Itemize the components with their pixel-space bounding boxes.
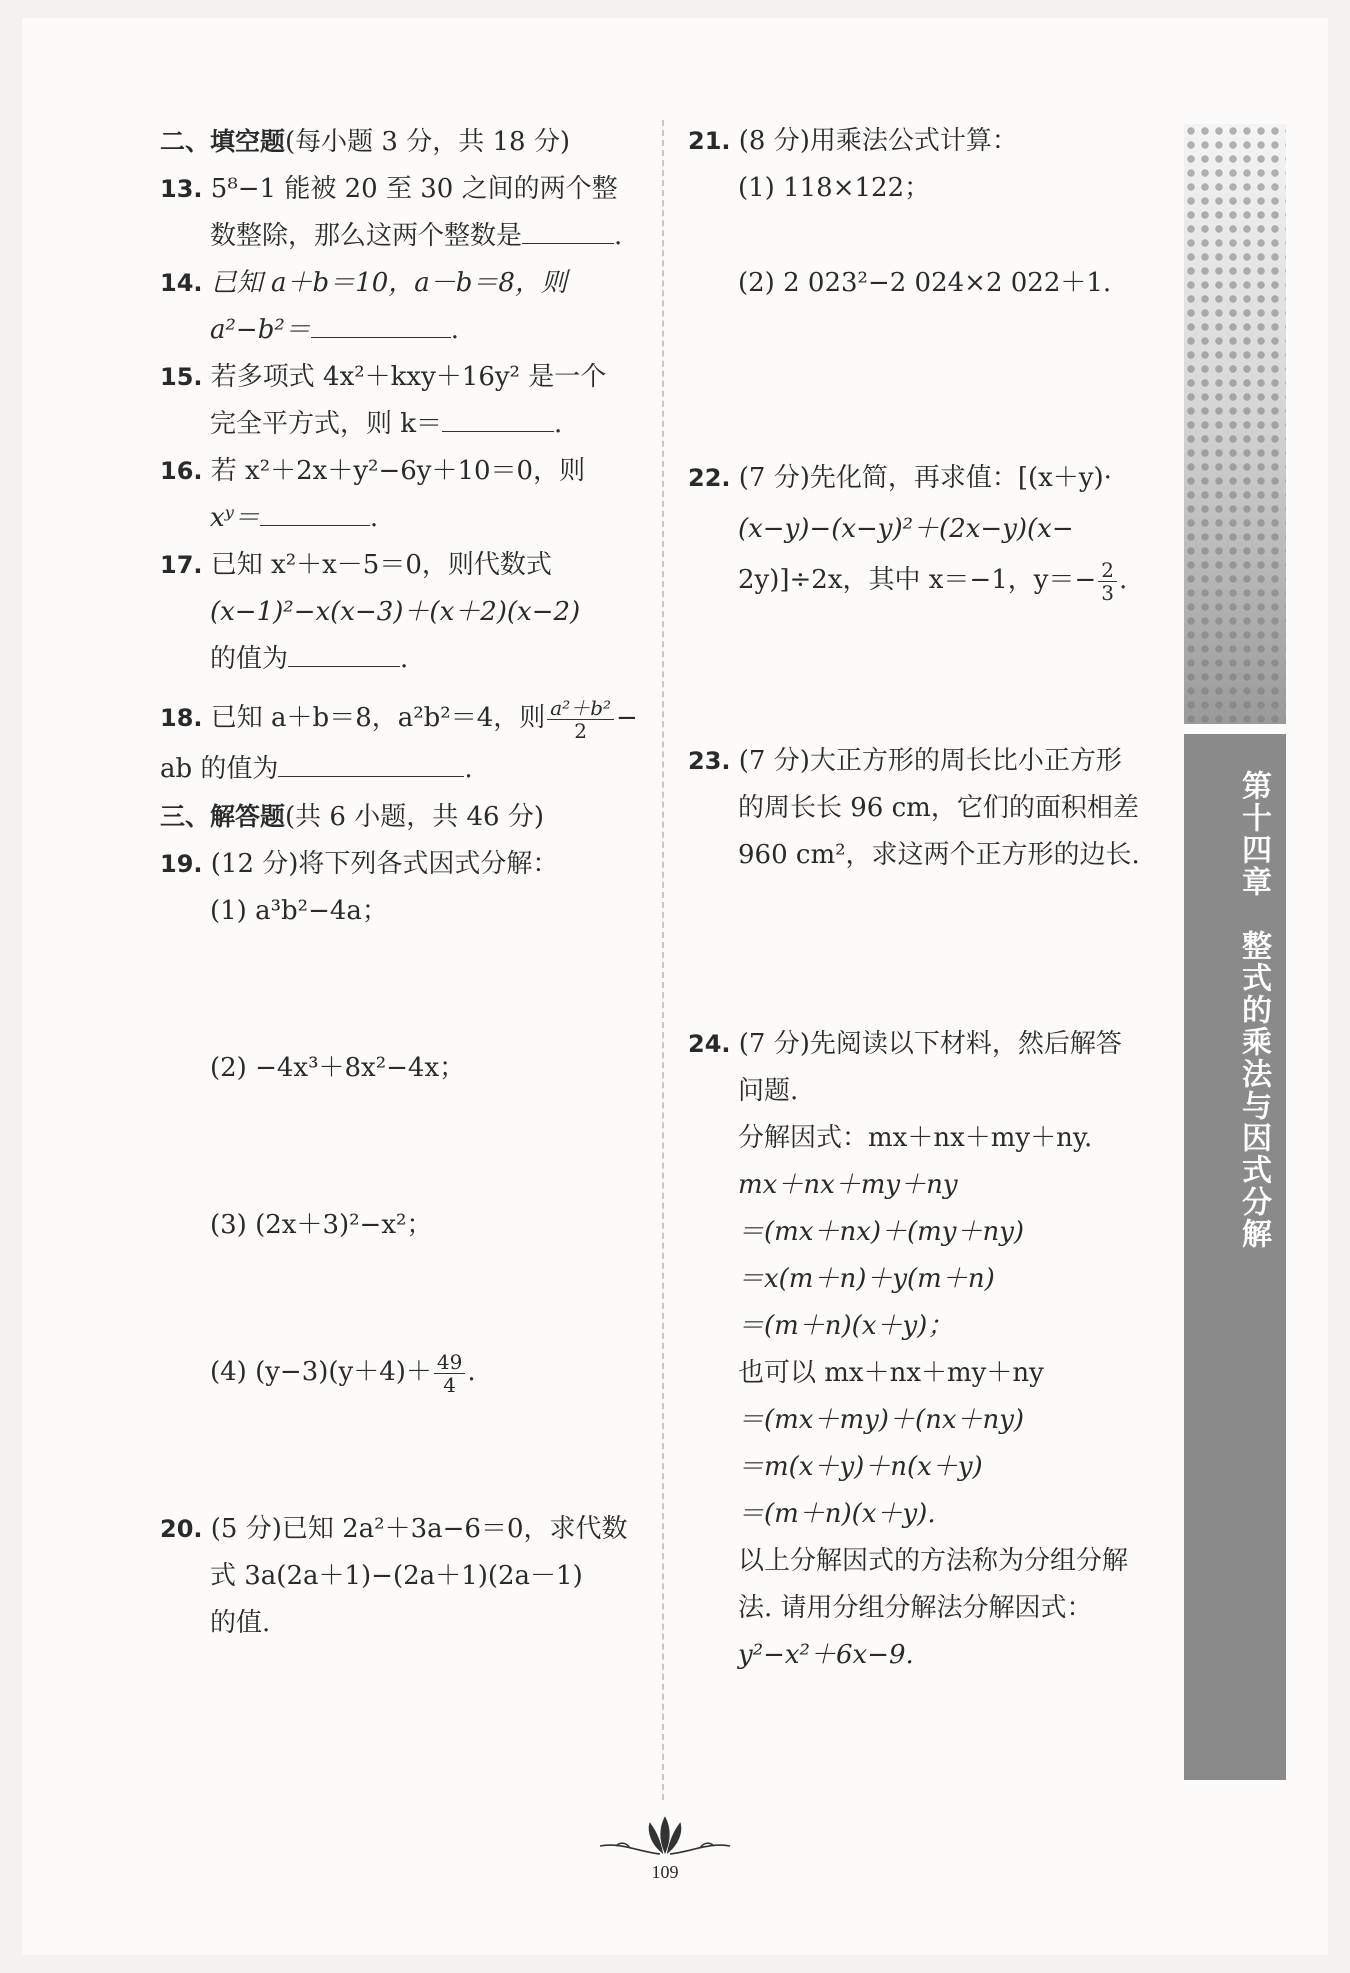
page-number: 109 [651, 1862, 679, 1882]
question-21-part-1: (1) 118×122； [738, 173, 931, 203]
question-22: 22. (7 分)先化简，再求值：[(x＋y)· [688, 463, 1112, 493]
left-column: 二、填空题(每小题 3 分，共 18 分) 13. 5⁸−1 能被 20 至 30 之间的两个整 数整除，那么这两个整数是 . 14. 已知 a＋b＝10，a－b＝8，则 a²−b²＝ . 15. 若多项式 4x²＋kxy＋16y² 是一个 完全平方式，则 k＝ . 16. 若 x²＋2x＋y²−6y＋10＝0，则 xʸ＝ . 17. 已知 x²＋x－5＝0，则代数式 (x−1)²−x(x−3)＋(x＋2)(x−2) 的值为 . 18. 已知 a＋b＝8，a²b²＝4，则 $\frac{\text{a²＋b²}}{2}$ − ab 的值为 . 三、解答题(共 6 小题，共 46 分) 19. (12 分)将下列各式因式分解： (1) a³b²−4a； (2) −4x³＋8x²−4x； (3) (2x＋3)²−x²； (4) (y−3)(y＋4)＋ $\frac{49}{4}$ . 20. (5 分)已知 2a²＋3a−6＝0，求代数 式 3a(2a＋1)−(2a＋1)(2a－1) 的值. [160, 118, 660, 1647]
question-17: 17. 已知 x²＋x－5＝0，则代数式 [160, 550, 552, 580]
question-19-part-4: (4) (y−3)(y＋4)＋ $\frac{49}{4}$ . [210, 1349, 476, 1397]
question-14: 14. 已知 a＋b＝10，a－b＝8，则 [160, 268, 567, 298]
side-tab-decoration [1184, 124, 1286, 724]
footer-ornament-icon [590, 1812, 740, 1862]
section-2-heading: 二、填空题(每小题 3 分，共 18 分) [160, 127, 570, 157]
fraction: $\frac{\text{a²＋b²}}{2}$ [547, 697, 614, 742]
question-20: 20. (5 分)已知 2a²＋3a−6＝0，求代数 [160, 1514, 628, 1544]
section-3-heading: 三、解答题(共 6 小题，共 46 分) [160, 802, 544, 832]
question-19: 19. (12 分)将下列各式因式分解： [160, 849, 559, 879]
answer-blank[interactable] [522, 213, 614, 244]
question-19-part-2: (2) −4x³＋8x²−4x； [210, 1053, 466, 1083]
fraction: $\frac{49}{4}$ [434, 1351, 465, 1396]
question-23: 23. (7 分)大正方形的周长比小正方形 [688, 746, 1122, 776]
question-19-part-3: (3) (2x＋3)²−x²； [210, 1210, 433, 1240]
question-16: 16. 若 x²＋2x＋y²−6y＋10＝0，则 [160, 456, 586, 486]
answer-blank[interactable] [260, 495, 370, 526]
answer-blank[interactable] [442, 401, 554, 432]
answer-blank[interactable] [278, 746, 464, 777]
question-21-part-2: (2) 2 023²−2 024×2 022＋1. [738, 268, 1112, 298]
question-19-part-1: (1) a³b²−4a； [210, 896, 388, 926]
question-21: 21. (8 分)用乘法公式计算： [688, 126, 1018, 156]
answer-blank[interactable] [288, 636, 400, 667]
question-18: 18. 已知 a＋b＝8，a²b²＝4，则 $\frac{\text{a²＋b²}}{2}$ − [160, 695, 638, 743]
chapter-title: 第十四章 整式的乘法与因式分解 [1236, 770, 1271, 1250]
fraction: $\frac{2}{3}$ [1098, 559, 1117, 604]
right-column: 21. (8 分)用乘法公式计算： (1) 118×122； (2) 2 023²−2 024×2 022＋1. 22. (7 分)先化简，再求值：[(x＋y)· (x−y)−(x−y)²＋(2x−y)(x− 2y)]÷2x，其中 x＝−1，y＝− $\frac{2}{3}$ . 23. (7 分)大正方形的周长比小正方形 的周长长 96 cm，它们的面积相差 960 cm²，求这两个正方形的边长. 24. (7 分)先阅读以下材料，然后解答 问题. 分解因式：mx＋nx＋my＋ny. mx＋nx＋my＋ny ＝(mx＋nx)＋(my＋ny) ＝x(m＋n)＋y(m＋n) ＝(m＋n)(x＋y)； 也可以 mx＋nx＋my＋ny ＝(mx＋my)＋(nx＋ny) ＝m(x＋y)＋n(x＋y) ＝(m＋n)(x＋y). 以上分解因式的方法称为分组分解 法. 请用分组分解法分解因式： y²−x²＋6x−9. [688, 118, 1176, 1679]
question-15: 15. 若多项式 4x²＋kxy＋16y² 是一个 [160, 362, 607, 392]
question-24: 24. (7 分)先阅读以下材料，然后解答 [688, 1029, 1122, 1059]
column-divider [662, 120, 664, 1800]
question-13: 13. 5⁸−1 能被 20 至 30 之间的两个整 [160, 174, 618, 204]
answer-blank[interactable] [311, 307, 451, 338]
